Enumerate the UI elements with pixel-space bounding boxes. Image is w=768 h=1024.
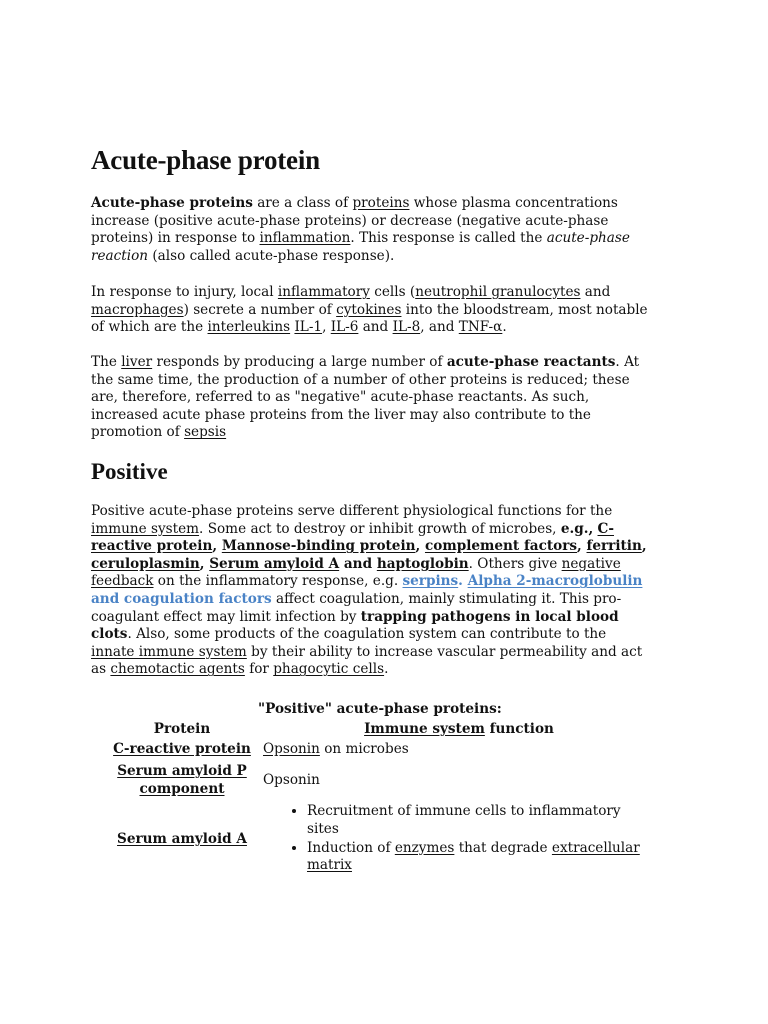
list-item: • Recruitment of immune cells to inflammatory sites (307, 803, 655, 838)
positive-proteins-table (106, 720, 660, 877)
link-chemotactic-agents[interactable]: chemotactic agents (110, 661, 245, 678)
protein-cell (106, 759, 258, 802)
link-ceruloplasmin[interactable]: ceruloplasmin (91, 555, 200, 572)
link-il8[interactable]: IL-8 (392, 319, 421, 336)
link-inflammation[interactable]: inflammation (259, 230, 351, 247)
link-alpha-2-macroglobulin[interactable]: Alpha 2-macroglobulin (467, 573, 643, 590)
table-header-row (106, 720, 660, 740)
link-innate-immune-system[interactable]: innate immune system (91, 643, 247, 660)
function-cell: Opsonin on microbes (263, 740, 409, 757)
section-heading-positive: Positive (91, 459, 168, 484)
link-immune-system-header[interactable]: Immune system (364, 721, 485, 737)
page-title: Acute-phase protein (91, 145, 320, 175)
link-opsonin[interactable]: Opsonin (263, 740, 320, 757)
link-c-reactive-protein[interactable]: C-reactive protein (91, 520, 614, 555)
protein-cell (106, 740, 258, 760)
link-neutrophil-granulocytes[interactable]: neutrophil granulocytes (415, 284, 581, 300)
link-ferritin[interactable]: ferritin (586, 538, 642, 555)
table-row (106, 802, 660, 876)
table-row (106, 740, 660, 760)
protein-cell (106, 802, 258, 876)
bold-reactants: acute-phase reactants (446, 354, 616, 370)
link-haptoglobin[interactable]: haptoglobin (376, 555, 469, 572)
intro-paragraph-3: The liver responds by producing a large number of acute-phase reactants. At the same time, the production of a number of other proteins is reduced; these are, therefore, referred to as "negative" acute-phase reactants. As such, increased acute phase proteins from the liver may also contribute to the promotion of sepsis (91, 354, 640, 441)
link-complement-factors[interactable]: complement factors (424, 538, 578, 555)
intro-paragraph-1: Acute-phase proteins are a class of proteins whose plasma concentrations increase (positive acute-phase proteins) or decrease (negative acute-phase proteins) in response to inflammation. This response is called the acute-phase reaction (also called acute-phase response). (91, 195, 630, 264)
link-c-reactive-protein-row[interactable]: C-reactive protein (113, 740, 251, 757)
positive-paragraph: Positive acute-phase proteins serve different physiological functions for the immune system. Some act to destroy or inhibit growth of microbes, e.g., C-reactive protein, Mannose-binding protein, complement factors, ferritin, ceruloplasmin, Serum amyloid A and haptoglobin. Others give negative feedback on the inflammatory response, e.g. serpins. Alpha 2-macroglobulin and coagulation factors affect coagulation, mainly stimulating it. This pro-coagulant effect may limit infection by trapping pathogens in local blood clots. Also, some products of the coagulation system can contribute to the innate immune system by their ability to increase vascular permeability and act as chemotactic agents for phagocytic cells. (91, 503, 647, 678)
italic-term: acute-phase reaction (91, 230, 630, 264)
link-sepsis[interactable]: sepsis (184, 424, 227, 441)
link-proteins[interactable]: proteins (352, 195, 410, 211)
link-tnf-alpha[interactable]: TNF-α (458, 319, 503, 336)
link-immune-system[interactable]: immune system (91, 520, 200, 537)
link-serum-amyloid-p[interactable]: Serum amyloid P component (117, 763, 247, 797)
link-il6[interactable]: IL-6 (330, 319, 359, 336)
link-phagocytic-cells[interactable]: phagocytic cells (273, 661, 385, 678)
link-negative-feedback[interactable]: negative feedback (91, 555, 621, 590)
bold-trapping: trapping pathogens in local blood clots (91, 608, 619, 643)
header-protein: Protein (153, 721, 211, 737)
link-inflammatory[interactable]: inflammatory (277, 284, 370, 300)
header-function: Immune system function (364, 721, 554, 737)
function-cell: Opsonin (263, 771, 320, 788)
link-macrophages[interactable]: macrophages (91, 301, 184, 318)
link-serum-amyloid-a-row[interactable]: Serum amyloid A (117, 830, 247, 847)
table-caption: "Positive" acute-phase proteins: (258, 701, 502, 717)
link-liver[interactable]: liver (121, 354, 153, 370)
link-extracellular-matrix[interactable]: extracellular matrix (307, 839, 640, 874)
list-item: • Induction of enzymes that degrade extracellular matrix (307, 840, 655, 875)
link-cytokines[interactable]: cytokines (336, 301, 402, 318)
link-serum-amyloid-a[interactable]: Serum amyloid A (209, 555, 340, 572)
link-serpins[interactable]: serpins (402, 573, 459, 590)
function-list (263, 803, 655, 874)
bold-eg: e.g., (560, 520, 594, 537)
function-cell (258, 802, 660, 876)
intro-paragraph-2: In response to injury, local inflammatory cells (neutrophil granulocytes and macrophages) secrete a number of cytokines into the bloodstream, most notable of which are the interleukins IL-1, IL-6 and IL-8, and TNF-α. (91, 284, 648, 336)
link-mannose-binding-protein[interactable]: Mannose-binding protein (221, 538, 416, 555)
link-interleukins[interactable]: interleukins (207, 319, 291, 336)
link-enzymes[interactable]: enzymes (394, 839, 455, 856)
table-row (106, 759, 660, 802)
term-bold: Acute-phase proteins (91, 195, 253, 211)
link-il1[interactable]: IL-1 (294, 319, 323, 336)
